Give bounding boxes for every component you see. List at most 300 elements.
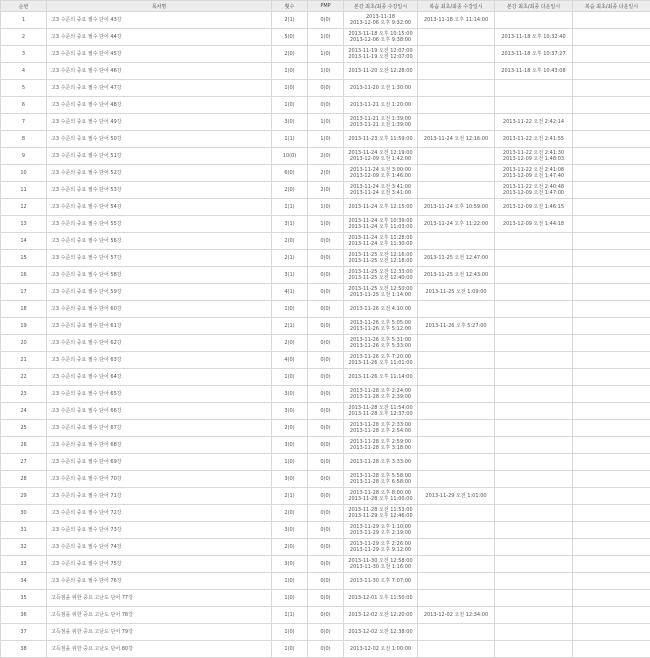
cell-main-view-line: 2013-11-29 오후 2:26:00 (344, 541, 417, 548)
table-row (1, 12, 650, 29)
cell-number: 10 (1, 165, 47, 182)
cell-review-download (573, 624, 650, 641)
cell-title: 고3 수준의 중요 필수 단어 44강 (47, 29, 272, 46)
cell-number: 33 (1, 556, 47, 573)
cell-main-view-line: 2013-11-21 오전 1:20:00 (344, 102, 417, 109)
cell-title: 고3 수준의 중요 필수 단어 75강 (47, 556, 272, 573)
cell-pmp: 0(0) (308, 97, 344, 114)
cell-main-view-line: 2013-11-25 오전 12:50:00 (344, 286, 417, 293)
cell-title: 고3 수준의 중요 필수 단어 64강 (47, 369, 272, 386)
cell-main-download (495, 403, 573, 420)
cell-review-view (418, 556, 495, 573)
header-row (1, 1, 650, 12)
cell-review-download (573, 437, 650, 454)
cell-main-view (344, 114, 418, 131)
table-row (1, 437, 650, 454)
cell-pmp: 0(0) (308, 403, 344, 420)
cell-count: 1(1) (272, 131, 308, 148)
cell-main-view-line: 2013-11-28 오후 5:58:00 (344, 473, 417, 480)
cell-main-view-line: 2013-11-28 오후 3:18:00 (344, 445, 417, 452)
cell-pmp: 0(0) (308, 454, 344, 471)
cell-main-download-line: 2013-11-18 오후 10:32:40 (495, 34, 572, 41)
cell-review-view (418, 12, 495, 29)
cell-main-view-line: 2013-11-23 오후 11:59:00 (344, 136, 417, 143)
table-row (1, 352, 650, 369)
cell-number: 22 (1, 369, 47, 386)
cell-title: 고3 수준의 중요 필수 단어 59강 (47, 284, 272, 301)
cell-main-view-line: 2013-11-28 오후 3:33:00 (344, 459, 417, 466)
cell-pmp: 0(0) (308, 250, 344, 267)
cell-review-view (418, 148, 495, 165)
cell-pmp: 0(0) (308, 284, 344, 301)
cell-review-view (418, 437, 495, 454)
cell-count: 1(0) (272, 573, 308, 590)
cell-review-download (573, 505, 650, 522)
cell-review-view-line: 2013-11-25 오전 1:09:00 (418, 289, 494, 296)
cell-review-view-line: 2013-11-25 오전 12:43:00 (418, 272, 494, 279)
cell-title: 고3 수준의 중요 필수 단어 65강 (47, 386, 272, 403)
table-row (1, 148, 650, 165)
cell-main-view-line: 2013-11-19 오전 12:07:00 (344, 48, 417, 55)
cell-main-view (344, 539, 418, 556)
cell-review-view (418, 318, 495, 335)
cell-pmp: 0(0) (308, 301, 344, 318)
cell-title: 고3 수준의 중요 필수 단어 67강 (47, 420, 272, 437)
cell-pmp: 0(0) (308, 556, 344, 573)
cell-review-download (573, 199, 650, 216)
cell-main-download (495, 590, 573, 607)
cell-main-view (344, 505, 418, 522)
cell-main-view (344, 522, 418, 539)
cell-review-view (418, 250, 495, 267)
cell-review-download (573, 267, 650, 284)
cell-main-download (495, 352, 573, 369)
cell-main-download-line: 2013-11-22 오전 2:42:14 (495, 119, 572, 126)
cell-number: 26 (1, 437, 47, 454)
cell-count: 3(0) (272, 386, 308, 403)
cell-count: 2(0) (272, 335, 308, 352)
cell-pmp: 0(0) (308, 590, 344, 607)
cell-count: 1(1) (272, 199, 308, 216)
cell-main-view-line: 2013-12-01 오후 11:50:00 (344, 595, 417, 602)
cell-main-view-line: 2013-11-24 오후 11:30:00 (344, 241, 417, 248)
cell-main-download (495, 148, 573, 165)
cell-review-download (573, 301, 650, 318)
cell-review-download (573, 573, 650, 590)
cell-number: 38 (1, 641, 47, 658)
cell-count: 1(0) (272, 97, 308, 114)
cell-count: 3(0) (272, 556, 308, 573)
cell-review-view (418, 386, 495, 403)
cell-review-download (573, 284, 650, 301)
cell-main-view-line: 2013-12-06 오후 9:32:00 (344, 20, 417, 27)
cell-review-download (573, 97, 650, 114)
cell-review-download (573, 114, 650, 131)
cell-review-download (573, 471, 650, 488)
cell-main-view (344, 420, 418, 437)
cell-review-download (573, 80, 650, 97)
cell-main-view (344, 63, 418, 80)
cell-review-view (418, 590, 495, 607)
cell-main-download (495, 539, 573, 556)
cell-number: 20 (1, 335, 47, 352)
cell-count: 1(0) (272, 80, 308, 97)
cell-title: 고득점을 위한 중요 고난도 단어 80강 (47, 641, 272, 658)
cell-main-view (344, 454, 418, 471)
cell-review-view (418, 80, 495, 97)
cell-main-view-line: 2013-11-26 오후 5:05:00 (344, 320, 417, 327)
cell-count: 2(1) (272, 250, 308, 267)
cell-main-download (495, 199, 573, 216)
cell-title: 고3 수준의 중요 필수 단어 56강 (47, 233, 272, 250)
cell-review-view (418, 352, 495, 369)
cell-review-download (573, 386, 650, 403)
cell-review-download (573, 29, 650, 46)
cell-main-download-line: 2013-12-09 오전 1:44:18 (495, 221, 572, 228)
cell-main-view-line: 2013-11-25 오전 1:14:00 (344, 292, 417, 299)
cell-main-view (344, 403, 418, 420)
cell-number: 15 (1, 250, 47, 267)
cell-number: 2 (1, 29, 47, 46)
cell-review-view (418, 301, 495, 318)
cell-main-view (344, 335, 418, 352)
table-row (1, 573, 650, 590)
cell-number: 24 (1, 403, 47, 420)
cell-pmp: 1(0) (308, 29, 344, 46)
cell-title: 고3 수준의 중요 필수 단어 52강 (47, 165, 272, 182)
table-row (1, 454, 650, 471)
cell-main-download (495, 607, 573, 624)
cell-review-download (573, 63, 650, 80)
cell-main-download (495, 131, 573, 148)
cell-review-view (418, 335, 495, 352)
cell-title: 고3 수준의 중요 필수 단어 70강 (47, 471, 272, 488)
cell-title: 고득점을 위한 중요 고난도 단어 78강 (47, 607, 272, 624)
cell-main-download (495, 420, 573, 437)
cell-pmp: 0(0) (308, 573, 344, 590)
cell-review-view-line: 2013-12-02 오전 12:34:00 (418, 612, 494, 619)
cell-pmp: 0(0) (308, 335, 344, 352)
table-row (1, 199, 650, 216)
cell-main-view (344, 250, 418, 267)
table-row (1, 607, 650, 624)
cell-number: 3 (1, 46, 47, 63)
cell-main-view (344, 573, 418, 590)
cell-main-download (495, 488, 573, 505)
cell-number: 7 (1, 114, 47, 131)
cell-pmp: 0(0) (308, 505, 344, 522)
cell-count: 6(0) (272, 165, 308, 182)
cell-number: 12 (1, 199, 47, 216)
cell-main-view (344, 216, 418, 233)
cell-main-view-line: 2013-11-18 오후 10:15:00 (344, 31, 417, 38)
cell-review-download (573, 539, 650, 556)
header-number: 순번 (1, 1, 47, 12)
cell-review-download (573, 165, 650, 182)
cell-review-download (573, 216, 650, 233)
cell-main-download (495, 505, 573, 522)
cell-review-download (573, 352, 650, 369)
table-row (1, 165, 650, 182)
table-row (1, 182, 650, 199)
cell-review-view-line: 2013-11-24 오전 12:16:00 (418, 136, 494, 143)
cell-title: 고3 수준의 중요 필수 단어 60강 (47, 301, 272, 318)
cell-pmp: 0(0) (308, 369, 344, 386)
cell-review-view (418, 46, 495, 63)
cell-pmp: 0(0) (308, 437, 344, 454)
cell-count: 1(0) (272, 454, 308, 471)
cell-number: 16 (1, 267, 47, 284)
cell-title: 고3 수준의 중요 필수 단어 50강 (47, 131, 272, 148)
cell-main-view (344, 46, 418, 63)
cell-review-view-line: 2013-11-25 오전 12:47:00 (418, 255, 494, 262)
cell-title: 고3 수준의 중요 필수 단어 73강 (47, 522, 272, 539)
cell-main-view-line: 2013-11-19 오전 12:07:00 (344, 54, 417, 61)
cell-main-download-line: 2013-11-22 오전 2:41:55 (495, 136, 572, 143)
cell-review-download (573, 454, 650, 471)
cell-main-view-line: 2013-11-24 오전 3:41:00 (344, 184, 417, 191)
cell-main-view-line: 2013-12-02 오전 1:00:00 (344, 646, 417, 653)
table-row (1, 522, 650, 539)
cell-review-view-line: 2013-11-24 오후 10:59:00 (418, 204, 494, 211)
cell-number: 8 (1, 131, 47, 148)
cell-title: 고3 수준의 중요 필수 단어 57강 (47, 250, 272, 267)
header-review-view: 복습 최초/최종 수강일시 (418, 1, 495, 12)
cell-number: 25 (1, 420, 47, 437)
cell-title: 고3 수준의 중요 필수 단어 47강 (47, 80, 272, 97)
cell-review-view (418, 369, 495, 386)
cell-review-download (573, 335, 650, 352)
table-row (1, 131, 650, 148)
cell-title: 고3 수준의 중요 필수 단어 68강 (47, 437, 272, 454)
cell-review-view (418, 454, 495, 471)
cell-review-download (573, 420, 650, 437)
cell-main-view (344, 488, 418, 505)
cell-review-download (573, 607, 650, 624)
cell-review-download (573, 250, 650, 267)
cell-main-view-line: 2013-11-26 오전 4:10:00 (344, 306, 417, 313)
cell-review-view-line: 2013-11-26 오후 5:27:00 (418, 323, 494, 330)
cell-main-view (344, 607, 418, 624)
cell-pmp: 0(0) (308, 12, 344, 29)
cell-count: 2(1) (272, 318, 308, 335)
cell-title: 고3 수준의 중요 필수 단어 45강 (47, 46, 272, 63)
table-row (1, 318, 650, 335)
cell-review-view (418, 522, 495, 539)
cell-count: 2(0) (272, 539, 308, 556)
cell-count: 1(0) (272, 63, 308, 80)
cell-review-download (573, 522, 650, 539)
cell-pmp: 0(0) (308, 522, 344, 539)
table-row (1, 284, 650, 301)
cell-pmp: 0(0) (308, 386, 344, 403)
cell-main-download (495, 267, 573, 284)
cell-main-view-line: 2013-11-25 오전 12:18:00 (344, 258, 417, 265)
cell-review-download (573, 488, 650, 505)
cell-main-view-line: 2013-11-29 오후 2:19:00 (344, 530, 417, 537)
cell-main-download-line: 2013-11-18 오후 10:37:27 (495, 51, 572, 58)
cell-main-download (495, 46, 573, 63)
cell-main-view (344, 131, 418, 148)
cell-number: 19 (1, 318, 47, 335)
cell-main-view-line: 2013-11-28 오후 2:33:00 (344, 422, 417, 429)
cell-main-view-line: 2013-11-28 오후 8:00:00 (344, 490, 417, 497)
cell-main-download (495, 233, 573, 250)
cell-pmp: 0(0) (308, 267, 344, 284)
table-row (1, 420, 650, 437)
cell-main-view-line: 2013-11-24 오후 11:28:00 (344, 235, 417, 242)
cell-main-view-line: 2013-11-24 오전 3:41:00 (344, 190, 417, 197)
cell-main-view (344, 624, 418, 641)
cell-count: 2(1) (272, 12, 308, 29)
cell-title: 고3 수준의 중요 필수 단어 69강 (47, 454, 272, 471)
table-row (1, 80, 650, 97)
cell-main-view-line: 2013-12-09 오후 1:46:00 (344, 173, 417, 180)
cell-pmp: 0(0) (308, 318, 344, 335)
cell-main-download-line: 2013-12-09 오전 1:47:40 (495, 173, 572, 180)
cell-pmp: 1(0) (308, 63, 344, 80)
cell-main-view-line: 2013-11-28 오후 2:59:00 (344, 439, 417, 446)
cell-pmp: 0(0) (308, 539, 344, 556)
cell-main-view-line: 2013-11-28 오후 11:00:00 (344, 496, 417, 503)
cell-pmp: 1(0) (308, 131, 344, 148)
cell-count: 2(1) (272, 488, 308, 505)
cell-main-view-line: 2013-12-02 오전 12:38:00 (344, 629, 417, 636)
cell-main-view (344, 29, 418, 46)
cell-main-view-line: 2013-11-28 오후 12:37:00 (344, 411, 417, 418)
cell-count: 4(1) (272, 284, 308, 301)
cell-review-download (573, 46, 650, 63)
cell-main-view (344, 233, 418, 250)
cell-main-view-line: 2013-11-20 오전 1:30:00 (344, 85, 417, 92)
cell-main-download (495, 182, 573, 199)
cell-title: 고3 수준의 중요 필수 단어 48강 (47, 97, 272, 114)
cell-main-view-line: 2013-11-20 오전 12:28:00 (344, 68, 417, 75)
cell-main-download (495, 573, 573, 590)
cell-main-download (495, 80, 573, 97)
cell-title: 고3 수준의 중요 필수 단어 71강 (47, 488, 272, 505)
cell-number: 36 (1, 607, 47, 624)
cell-main-view-line: 2013-11-30 오전 1:16:00 (344, 564, 417, 571)
cell-review-download (573, 131, 650, 148)
cell-main-view-line: 2013-11-25 오전 12:40:00 (344, 275, 417, 282)
cell-main-view-line: 2013-11-28 오후 2:24:00 (344, 388, 417, 395)
cell-review-download (573, 403, 650, 420)
cell-main-view (344, 12, 418, 29)
header-main-download: 본강 최초/최종 다운일시 (495, 1, 573, 12)
cell-main-view-line: 2013-11-24 오후 12:15:00 (344, 204, 417, 211)
cell-number: 31 (1, 522, 47, 539)
cell-main-download (495, 437, 573, 454)
table-row (1, 233, 650, 250)
cell-main-view-line: 2013-11-28 오후 6:58:00 (344, 479, 417, 486)
cell-number: 32 (1, 539, 47, 556)
cell-review-view (418, 403, 495, 420)
cell-count: 1(0) (272, 624, 308, 641)
cell-main-download (495, 97, 573, 114)
cell-title: 고3 수준의 중요 필수 단어 74강 (47, 539, 272, 556)
cell-pmp: 0(0) (308, 624, 344, 641)
cell-review-view (418, 216, 495, 233)
cell-review-view (418, 573, 495, 590)
cell-main-view-line: 2013-11-26 오후 7:20:00 (344, 354, 417, 361)
cell-count: 3(0) (272, 522, 308, 539)
cell-number: 34 (1, 573, 47, 590)
cell-main-view-line: 2013-11-24 오후 11:03:00 (344, 224, 417, 231)
cell-main-view-line: 2013-11-18 (344, 14, 417, 21)
cell-count: 1(1) (272, 607, 308, 624)
cell-main-view-line: 2013-12-02 오전 12:20:00 (344, 612, 417, 619)
cell-pmp: 0(0) (308, 352, 344, 369)
cell-title: 고3 수준의 중요 필수 단어 46강 (47, 63, 272, 80)
cell-main-download (495, 471, 573, 488)
cell-main-view-line: 2013-11-25 오전 12:33:00 (344, 269, 417, 276)
cell-main-view-line: 2013-11-29 오후 12:46:00 (344, 513, 417, 520)
cell-title: 고3 수준의 중요 필수 단어 49강 (47, 114, 272, 131)
cell-main-view (344, 471, 418, 488)
cell-count: 3(0) (272, 403, 308, 420)
cell-count: 10(0) (272, 148, 308, 165)
cell-number: 21 (1, 352, 47, 369)
cell-main-download (495, 29, 573, 46)
cell-number: 13 (1, 216, 47, 233)
table-row (1, 590, 650, 607)
cell-review-view (418, 539, 495, 556)
table-row (1, 335, 650, 352)
cell-main-view (344, 182, 418, 199)
cell-main-view-line: 2013-11-25 오전 12:16:00 (344, 252, 417, 259)
cell-pmp: 2(0) (308, 165, 344, 182)
cell-main-download (495, 250, 573, 267)
table-row (1, 624, 650, 641)
cell-main-view-line: 2013-11-28 오전 11:53:00 (344, 507, 417, 514)
cell-main-view (344, 386, 418, 403)
cell-title: 고득점을 위한 중요 고난도 단어 77강 (47, 590, 272, 607)
table-row (1, 46, 650, 63)
cell-count: 2(0) (272, 420, 308, 437)
cell-main-download-line: 2013-12-09 오전 1:47:00 (495, 190, 572, 197)
cell-main-view-line: 2013-11-26 오후 5:31:00 (344, 337, 417, 344)
cell-main-download (495, 454, 573, 471)
table-row (1, 539, 650, 556)
cell-review-view (418, 267, 495, 284)
cell-review-view (418, 165, 495, 182)
cell-count: 2(0) (272, 505, 308, 522)
cell-title: 고3 수준의 중요 필수 단어 43강 (47, 12, 272, 29)
cell-review-view (418, 624, 495, 641)
cell-count: 3(1) (272, 216, 308, 233)
cell-review-download (573, 556, 650, 573)
cell-pmp: 0(0) (308, 488, 344, 505)
cell-title: 고3 수준의 중요 필수 단어 51강 (47, 148, 272, 165)
cell-main-view-line: 2013-11-30 오전 12:58:00 (344, 558, 417, 565)
cell-main-download (495, 624, 573, 641)
table-row (1, 29, 650, 46)
cell-pmp: 2(0) (308, 148, 344, 165)
cell-number: 1 (1, 12, 47, 29)
cell-main-download (495, 369, 573, 386)
cell-count: 1(0) (272, 641, 308, 658)
cell-main-view-line: 2013-11-28 오전 11:54:00 (344, 405, 417, 412)
cell-title: 고3 수준의 중요 필수 단어 53강 (47, 182, 272, 199)
cell-main-download (495, 12, 573, 29)
cell-number: 23 (1, 386, 47, 403)
cell-main-view-line: 2013-11-26 오후 5:12:00 (344, 326, 417, 333)
cell-review-download (573, 12, 650, 29)
cell-count: 2(0) (272, 46, 308, 63)
cell-title: 고득점을 위한 중요 고난도 단어 79강 (47, 624, 272, 641)
cell-review-view (418, 488, 495, 505)
